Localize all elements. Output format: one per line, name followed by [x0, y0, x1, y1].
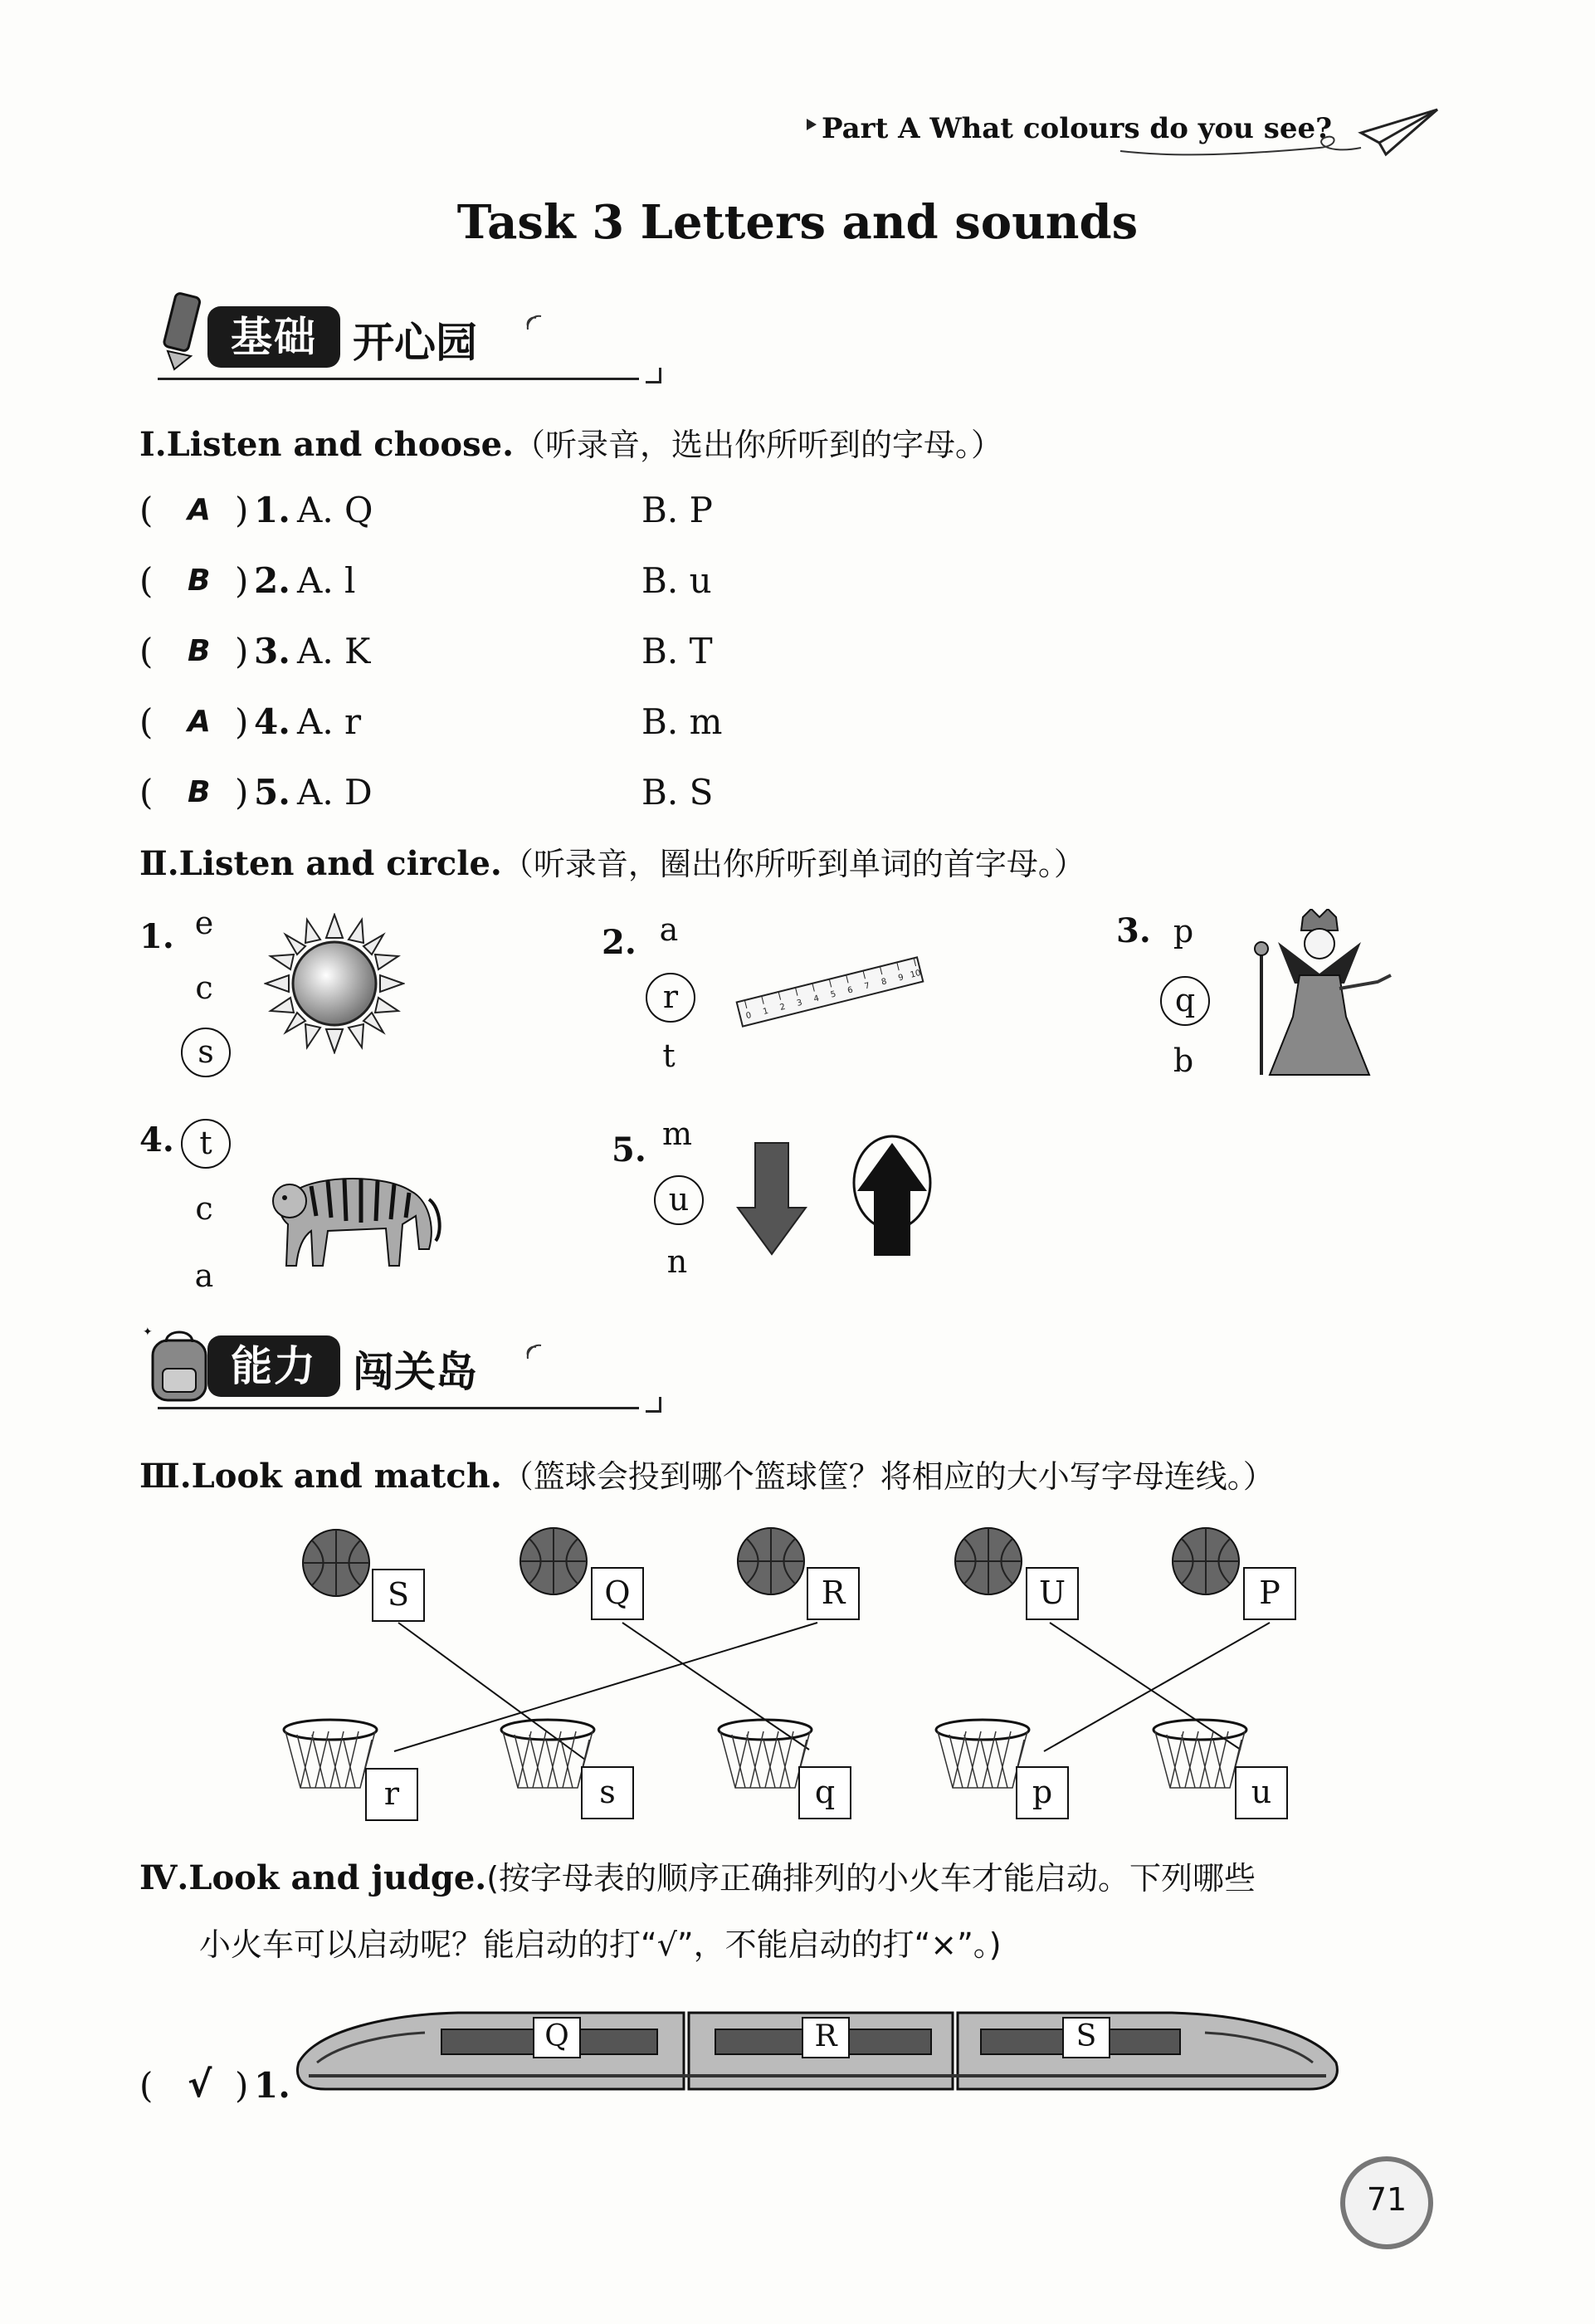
basketball-icon	[951, 1524, 1026, 1599]
banner-badge: 基础	[207, 306, 340, 368]
option-a: A. D	[297, 772, 373, 813]
letter-option-circled[interactable]: r	[646, 973, 695, 1023]
section-number: Ⅳ.	[139, 1858, 189, 1897]
section-instruction: （听录音，圈出你所听到单词的首字母。）	[501, 846, 1085, 882]
option-b: B. T	[641, 631, 713, 671]
item-number: 4.	[139, 1120, 174, 1160]
section-4-heading-line2	[199, 1919, 1002, 1965]
lowercase-letter-box[interactable]: p	[1016, 1766, 1069, 1819]
letter-option[interactable]: e	[194, 905, 214, 941]
ruler-tick-label: 5	[829, 989, 837, 1000]
letter-option-circled[interactable]: t	[181, 1119, 231, 1169]
letter-option[interactable]: b	[1173, 1042, 1194, 1079]
item-number: 1.	[139, 917, 174, 956]
letter-option[interactable]: t	[662, 1038, 676, 1074]
svg-text:✦: ✦	[143, 1326, 153, 1339]
answer: A	[188, 705, 211, 739]
item-number: 5.	[612, 1130, 646, 1169]
ruler-tick-label: 8	[880, 977, 888, 988]
answer: √	[188, 2063, 212, 2106]
option-b: B. u	[641, 560, 712, 601]
item-number: 2.	[254, 560, 290, 601]
train-car-letter: Q	[533, 2017, 581, 2058]
letter-option[interactable]: n	[666, 1243, 688, 1280]
section-4-heading	[139, 1853, 1256, 1898]
uppercase-letter-box[interactable]: Q	[591, 1567, 644, 1620]
ruler-tick-label: 6	[846, 985, 854, 996]
option-b: B. P	[641, 490, 713, 530]
uppercase-letter-box[interactable]: P	[1243, 1567, 1296, 1620]
section-number: Ⅰ.	[139, 425, 167, 464]
basketball-icon	[516, 1524, 591, 1599]
ruler-tick-label: 7	[863, 981, 871, 992]
option-a: A. r	[297, 701, 362, 742]
banner-badge: 能力	[207, 1335, 340, 1397]
item-number: 2.	[602, 923, 637, 962]
ruler-tick-label: 4	[812, 994, 821, 1004]
letter-option[interactable]: c	[195, 969, 213, 1006]
page-title: Task 3 Letters and sounds	[456, 195, 1139, 250]
train-car-letter: R	[802, 2017, 850, 2058]
uppercase-letter-box[interactable]: U	[1026, 1567, 1079, 1620]
banner-subtitle: 闯关岛	[353, 1348, 477, 1396]
letter-option[interactable]: m	[661, 1116, 693, 1152]
uppercase-letter-box[interactable]: R	[807, 1567, 860, 1620]
section-title: Listen and choose.	[166, 425, 514, 464]
item-number: 4.	[254, 701, 290, 742]
lowercase-letter-box[interactable]: u	[1235, 1766, 1288, 1819]
section-title: Look and match.	[191, 1457, 502, 1496]
option-a: A. K	[297, 631, 371, 671]
letter-option[interactable]: c	[195, 1190, 213, 1227]
option-b: B. m	[641, 701, 723, 742]
option-a: A. l	[297, 560, 356, 601]
option-a: A. Q	[297, 490, 373, 530]
basketball-icon	[299, 1526, 373, 1600]
answer: B	[188, 564, 211, 598]
letter-option[interactable]: a	[194, 1257, 214, 1294]
section-number: Ⅲ.	[139, 1457, 192, 1496]
header-text: Part A What colours do you see?	[822, 112, 1333, 145]
banner-subtitle: 开心园	[353, 319, 477, 367]
ruler-tick-label: 10	[909, 968, 922, 980]
item-number: 5.	[254, 772, 290, 813]
ruler-tick-label: 3	[796, 998, 803, 1008]
section-instruction: （篮球会投到哪个篮球筐？将相应的大小写字母连线。）	[501, 1458, 1275, 1495]
letter-option-circled[interactable]: q	[1160, 976, 1210, 1026]
ruler-tick-label: 1	[762, 1006, 770, 1018]
section-title: Listen and circle.	[178, 844, 502, 883]
item-number: 3.	[1116, 911, 1151, 950]
letter-option-circled[interactable]: s	[181, 1028, 231, 1077]
item-number: 1.	[254, 2065, 290, 2106]
answer: B	[188, 634, 211, 668]
section-instruction-line2: 小火车可以启动呢？能启动的打“√”，不能启动的打“×”。)	[199, 1926, 1002, 1963]
basketball-icon	[734, 1524, 808, 1599]
letter-option-circled[interactable]: u	[654, 1175, 704, 1225]
uppercase-letter-box[interactable]: S	[372, 1569, 425, 1622]
lowercase-letter-box[interactable]: q	[798, 1766, 851, 1819]
train-car-letter: S	[1062, 2017, 1110, 2058]
letter-option[interactable]: a	[659, 911, 679, 948]
section-instruction-line1: (按字母表的顺序正确排列的小火车才能启动。下列哪些	[486, 1860, 1256, 1897]
page-number: 71	[1340, 2156, 1433, 2249]
answer: B	[188, 775, 211, 809]
item-number: 1.	[254, 490, 290, 530]
item-number: 3.	[254, 631, 290, 671]
section-number: Ⅱ.	[139, 844, 179, 883]
ruler-tick-label: 0	[744, 1010, 753, 1022]
lowercase-letter-box[interactable]: s	[581, 1766, 634, 1819]
section-title: Look and judge.	[188, 1858, 487, 1897]
lowercase-letter-box[interactable]: r	[365, 1768, 418, 1821]
ruler-tick-label: 2	[778, 1002, 787, 1013]
basketball-icon	[1168, 1524, 1243, 1599]
answer: A	[188, 493, 211, 527]
section-instruction: （听录音，选出你所听到的字母。）	[514, 427, 1003, 463]
option-b: B. S	[641, 772, 714, 813]
ruler-tick-label: 9	[897, 973, 905, 984]
letter-option[interactable]: p	[1173, 913, 1194, 950]
